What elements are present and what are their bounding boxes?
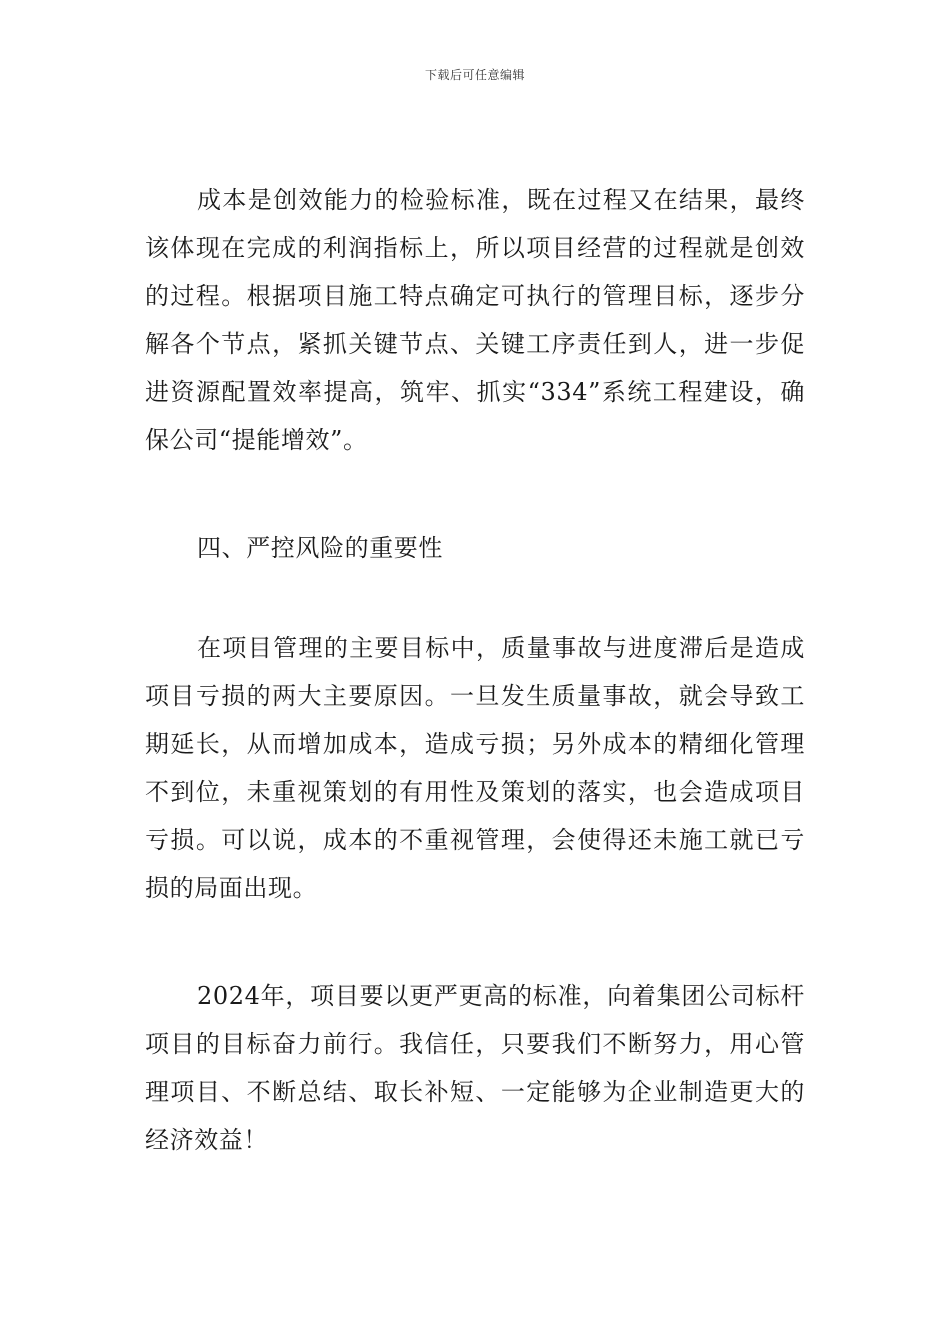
paragraph-2024-goal: 2024年，项目要以更严更高的标准，向着集团公司标杆项目的目标奋力前行。我信任，只要我们不断努力，用心管理项目、不断总结、取长补短、一定能够为企业制造更大的经济效益！	[145, 982, 805, 1154]
paragraph-block-2	[145, 624, 805, 912]
paragraph-cost-effectiveness: 成本是创效能力的检验标准，既在过程又在结果，最终该体现在完成的利润指标上，所以项目经营的过程就是创效的过程。根据项目施工特点确定可执行的管理目标，逐步分解各个节点，紧抓关键节点、关键工序责任到人，进一步促进资源配置效率提高，筑牢、抓实“334”系统工程建设，确保公司“提能增效”。	[145, 186, 805, 454]
section-heading-risk-control: 四、严控风险的重要性	[197, 534, 443, 562]
section-heading-block	[145, 524, 805, 572]
paragraph-block-3	[145, 972, 805, 1164]
paragraph-block-1	[145, 176, 805, 464]
paragraph-risk-causes: 在项目管理的主要目标中，质量事故与进度滞后是造成项目亏损的两大主要原因。一旦发生质量事故，就会导致工期延长，从而增加成本，造成亏损；另外成本的精细化管理不到位，未重视策划的有用性及策划的落实，也会造成项目亏损。可以说，成本的不重视管理，会使得还未施工就已亏损的局面出现。	[145, 634, 805, 902]
header-note: 下载后可任意编辑	[424, 68, 525, 82]
